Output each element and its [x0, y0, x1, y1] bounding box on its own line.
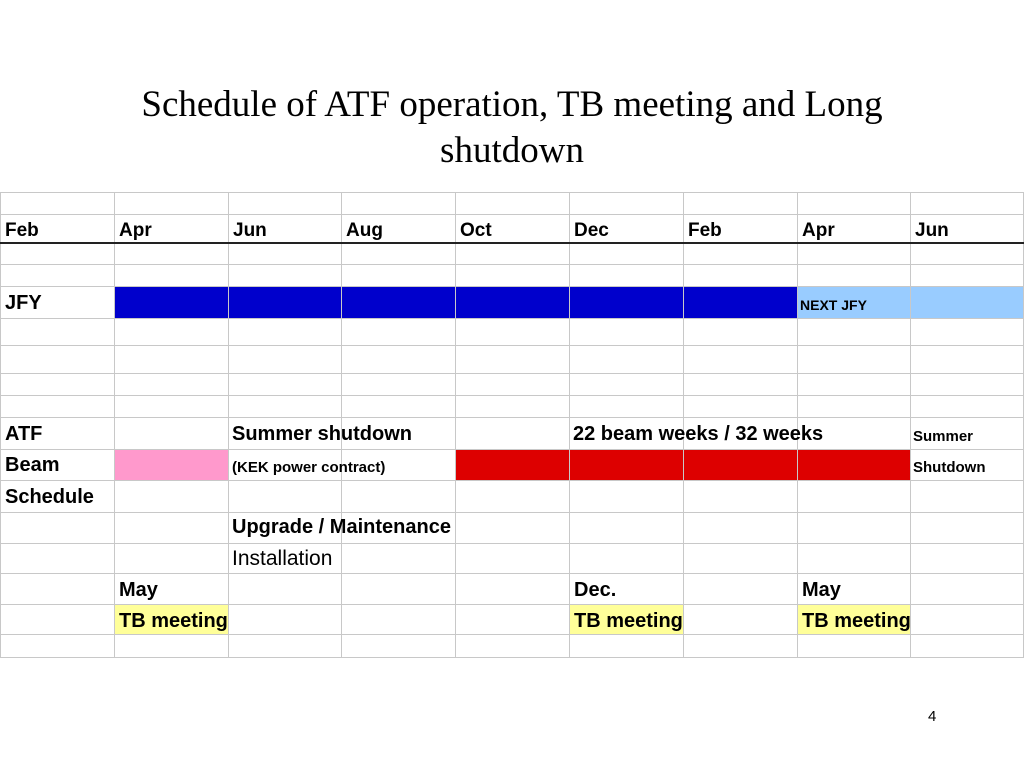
upgrade-label: Upgrade / Maintenance [232, 516, 451, 538]
shutdown-label: Shutdown [913, 459, 986, 476]
kek-power-label: (KEK power contract) [232, 459, 386, 476]
month-header-8: Apr [802, 220, 835, 241]
summer-shutdown-label: Summer shutdown [232, 423, 413, 445]
installation-label: Installation [232, 547, 333, 570]
summer-label: Summer [913, 428, 974, 445]
slide-title [0, 82, 1024, 174]
next-jfy-label: NEXT JFY [800, 297, 867, 313]
month-header-7: Feb [688, 220, 722, 241]
atf-label: ATF [5, 423, 43, 445]
tb-meeting-1: TB meeting [119, 610, 228, 632]
beam-label: Beam [5, 454, 60, 476]
month-header-1: Feb [5, 220, 39, 241]
schedule-grid [0, 192, 1024, 658]
title-line-2: shutdown [440, 130, 584, 171]
schedule-label: Schedule [5, 486, 94, 508]
month-header-6: Dec [574, 220, 609, 241]
month-header-4: Aug [346, 220, 383, 241]
month-header-5: Oct [460, 220, 492, 241]
may-label-2: May [802, 579, 841, 601]
jfy-label: JFY [5, 292, 42, 314]
page-number: 4 [928, 708, 937, 725]
title-line-1: Schedule of ATF operation, TB meeting and Long [141, 84, 883, 125]
tb-meeting-3: TB meeting [802, 610, 911, 632]
beam-weeks-label: 22 beam weeks / 32 weeks [573, 423, 824, 445]
may-label-1: May [119, 579, 158, 601]
dec-label: Dec. [574, 579, 617, 601]
tb-meeting-2: TB meeting [574, 610, 683, 632]
pink-bar [114, 449, 228, 480]
month-header-9: Jun [915, 220, 949, 241]
month-header-3: Jun [233, 220, 267, 241]
month-header-2: Apr [119, 220, 152, 241]
